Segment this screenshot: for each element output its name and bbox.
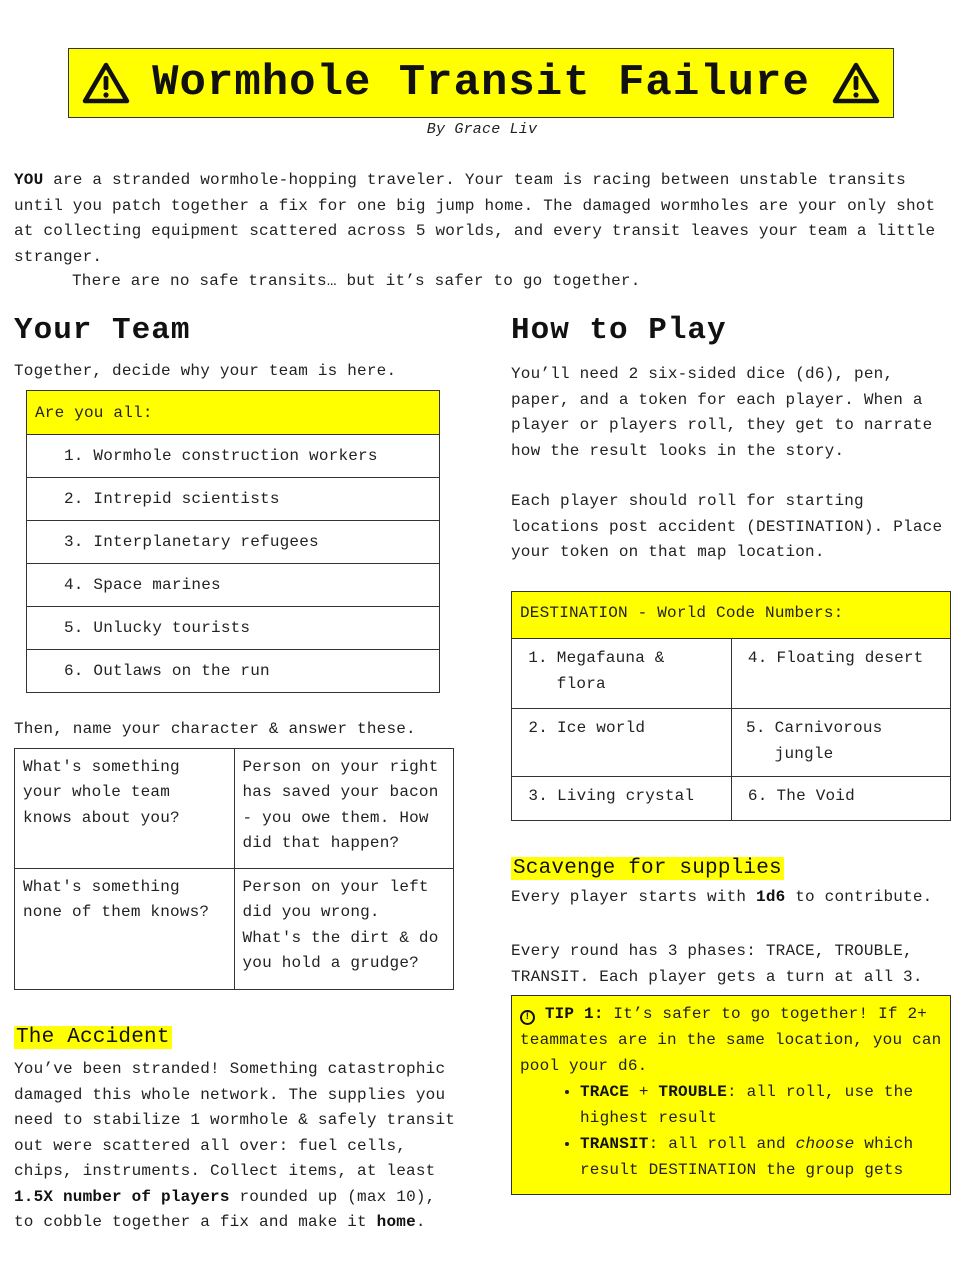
- team-options-table: [26, 390, 440, 693]
- accident-bold-players: 1.5X number of players: [14, 1187, 230, 1206]
- list-item: • TRANSIT: all roll and choose which result DESTINATION the group gets: [580, 1131, 942, 1183]
- accident-text-part: You’ve been stranded! Something catastrophic damaged this whole network. The supplies you need to stabilize 1 wormhole & safely transit out were scattered all over: fuel cells, chips, instruments. Collect items, at least: [14, 1060, 456, 1180]
- team-subtitle: Together, decide why your team is here.: [14, 362, 397, 380]
- team-heading: Your Team: [14, 313, 191, 348]
- question-cell: Person on your left did you wrong. What's the dirt & do you hold a grudge?: [234, 869, 454, 990]
- accident-text-part: .: [415, 1213, 426, 1231]
- destination-cell: 2. Ice world: [512, 709, 732, 777]
- question-cell: What's something your whole team knows about you?: [15, 749, 235, 869]
- destination-table: [511, 591, 951, 821]
- page-title: Wormhole Transit Failure: [152, 58, 810, 108]
- team-option: 2. Intrepid scientists: [27, 478, 440, 521]
- accident-heading-wrap: [14, 1025, 172, 1051]
- team-table-head: Are you all:: [27, 391, 440, 435]
- tip-box: [511, 995, 951, 1195]
- accident-text: [14, 1057, 459, 1236]
- accident-bold-home: home: [376, 1213, 416, 1231]
- tip-list: [520, 1079, 942, 1183]
- intro-you: YOU: [14, 171, 44, 189]
- intro-paragraph: [14, 168, 954, 270]
- destination-cell: 3. Living crystal: [512, 777, 732, 821]
- byline: By Grace Liv: [426, 121, 538, 138]
- questions-table: [14, 748, 454, 990]
- dice-bold: 1d6: [756, 888, 786, 906]
- tip-text: ! TIP 1: It’s safer to go together! If 2+ teammates are in the same location, you can pool your d6.: [520, 1005, 942, 1075]
- accident-heading: The Accident: [16, 1026, 170, 1049]
- accident-text-part: rounded up (max 10), to cobble together a fix and make it: [14, 1187, 436, 1231]
- team-option: 3. Interplanetary refugees: [27, 521, 440, 564]
- scavenge-heading-wrap: [511, 856, 784, 882]
- list-item: • TRACE + TROUBLE: all roll, use the highest result: [580, 1079, 942, 1131]
- destination-cell: 6. The Void: [731, 777, 951, 821]
- questions-intro: Then, name your character & answer these.: [14, 720, 416, 738]
- phases-paragraph: Every round has 3 phases: TRACE, TROUBLE, TRANSIT. Each player gets a turn at all 3.: [511, 942, 923, 986]
- how-to-play-paragraph: You’ll need 2 six-sided dice (d6), pen, paper, and a token for each player. When a player or players roll, they get to narrate how the result looks in the story.: [511, 365, 933, 460]
- info-icon: !: [520, 1010, 535, 1025]
- destination-table-head: DESTINATION - World Code Numbers:: [512, 592, 951, 639]
- intro-tagline: There are no safe transits… but it’s safer to go together.: [72, 272, 641, 290]
- destination-cell: 5. Carnivorous jungle: [731, 709, 951, 777]
- scavenge-heading: Scavenge for supplies: [513, 857, 782, 880]
- how-to-play-heading: How to Play: [511, 313, 727, 348]
- question-cell: What's something none of them knows?: [15, 869, 235, 990]
- tip-label: TIP 1:: [544, 1005, 604, 1023]
- team-option: 5. Unlucky tourists: [27, 607, 440, 650]
- warning-icon: [832, 62, 880, 104]
- title-banner: [68, 48, 894, 118]
- team-option: 4. Space marines: [27, 564, 440, 607]
- question-cell: Person on your right has saved your bacon - you owe them. How did that happen?: [234, 749, 454, 869]
- warning-icon: [82, 62, 130, 104]
- destination-instructions: Each player should roll for starting locations post accident (DESTINATION). Place your token on that map location.: [511, 492, 943, 561]
- destination-cell: 4. Floating desert: [731, 639, 951, 709]
- team-option: 1. Wormhole construction workers: [27, 435, 440, 478]
- team-option: 6. Outlaws on the run: [27, 650, 440, 693]
- destination-cell: 1. Megafauna & flora: [512, 639, 732, 709]
- intro-text: are a stranded wormhole-hopping traveler. Your team is racing between unstable transits until you patch together a fix for one big jump home. The damaged wormholes are your only shot at collecting equipment scattered across 5 worlds, and every transit leaves your team a little stranger.: [14, 171, 936, 266]
- scavenge-paragraph: Every player starts with 1d6 to contribute.: [511, 888, 933, 906]
